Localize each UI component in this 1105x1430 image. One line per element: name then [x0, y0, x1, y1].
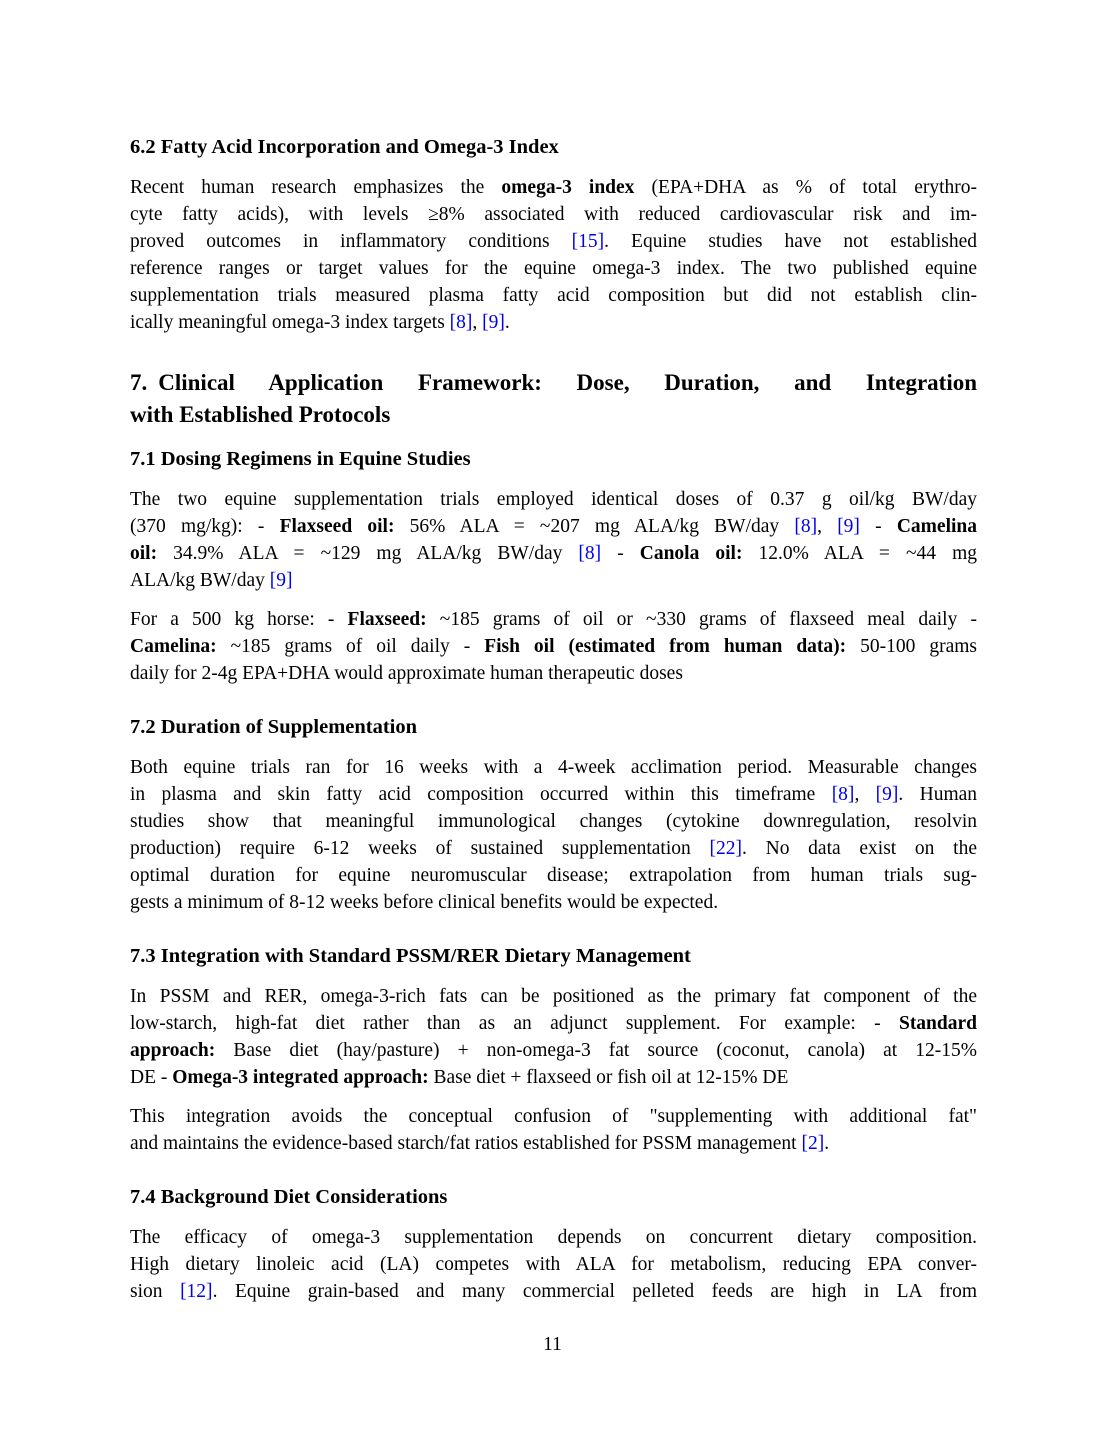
citation-link[interactable]: [8] — [831, 784, 855, 805]
text-line — [130, 1103, 977, 1130]
bold-text: Camelina — [896, 516, 978, 537]
bold-text: 7.2 Duration of Supplementation — [130, 716, 418, 738]
bold-text: 6.2 Fatty Acid Incorporation and Omega-3 Index — [130, 136, 559, 158]
text-line — [130, 633, 977, 660]
text-line — [130, 889, 977, 916]
text-line — [130, 367, 977, 399]
text-run: Recent human research emphasizes the — [130, 177, 502, 198]
text-run: . No data exist on the — [742, 838, 977, 859]
text-line — [130, 228, 977, 255]
bold-text: omega-3 index — [501, 177, 635, 198]
bold-text: Fish oil (estimated from human data): — [484, 636, 847, 657]
text-line — [130, 983, 977, 1010]
text-line — [130, 835, 977, 862]
text-line — [130, 486, 977, 513]
text-run: , — [854, 784, 876, 805]
bold-text: approach: — [130, 1040, 216, 1061]
citation-link[interactable]: [9] — [269, 570, 293, 591]
page-number: 11 — [543, 1334, 562, 1355]
bold-text: Clinical Application Framework: Dose, Duration, and Integration — [158, 370, 977, 395]
text-line — [130, 660, 977, 687]
text-line — [130, 808, 977, 835]
text-line — [130, 781, 977, 808]
text-line — [130, 1278, 977, 1305]
text-run: studies show that meaningful immunological changes (cytokine downregulation, resolvin — [130, 811, 977, 832]
text-line — [130, 714, 977, 741]
text-run: The two equine supplementation trials employed identical doses of 0.37 g oil/kg BW/day — [130, 489, 977, 510]
text-run: Base diet + flaxseed or fish oil at 12-15% DE — [428, 1067, 789, 1088]
page-content — [130, 134, 977, 1305]
bold-text: Flaxseed oil: — [279, 516, 395, 537]
text-run: 50-100 grams — [846, 636, 977, 657]
citation-link[interactable]: [9] — [837, 516, 860, 537]
text-run: gests a minimum of 8-12 weeks before clinical benefits would be expected. — [130, 892, 719, 913]
text-run: ically meaningful omega-3 index targets — [130, 312, 450, 333]
text-run: This integration avoids the conceptual confusion of "supplementing with additional fat" — [130, 1106, 977, 1127]
text-run: daily for 2-4g EPA+DHA would approximate human therapeutic doses — [130, 663, 683, 684]
text-run: ~185 grams of oil or ~330 grams of flaxseed meal daily - — [426, 609, 977, 630]
text-run: and maintains the evidence-based starch/fat ratios established for PSSM management — [130, 1133, 802, 1154]
text-line — [130, 1037, 977, 1064]
text-run: . Human — [898, 784, 978, 805]
text-run: 34.9% ALA = ~129 mg ALA/kg BW/day — [157, 543, 579, 564]
bold-text: 7.4 Background Diet Considerations — [130, 1186, 448, 1208]
text-line — [130, 1224, 977, 1251]
text-run: . Equine grain-based and many commercial pelleted feeds are high in LA from — [212, 1281, 977, 1302]
bold-text: Camelina: — [130, 636, 217, 657]
subsection-heading — [130, 446, 977, 473]
text-run: cyte fatty acids), with levels ≥8% associated with reduced cardiovascular risk and im- — [130, 204, 977, 225]
text-line — [130, 1130, 977, 1157]
citation-link[interactable]: [9] — [482, 312, 505, 333]
text-run: - — [859, 516, 897, 537]
text-run: production) require 6-12 weeks of sustained supplementation — [130, 838, 710, 859]
text-run: in plasma and skin fatty acid composition occurred within this timeframe — [130, 784, 832, 805]
bold-text: Flaxseed: — [347, 609, 427, 630]
text-run: 12.0% ALA = ~44 mg — [742, 543, 977, 564]
citation-link[interactable]: [22] — [709, 838, 742, 859]
bold-text: 7. — [130, 370, 148, 395]
paragraph — [130, 754, 977, 916]
paragraph — [130, 1103, 977, 1157]
text-run: reference ranges or target values for the equine omega-3 index. The two published equine — [130, 258, 977, 279]
citation-link[interactable]: [9] — [875, 784, 899, 805]
text-run: High dietary linoleic acid (LA) competes with ALA for metabolism, reducing EPA conver- — [130, 1254, 977, 1275]
text-run: (EPA+DHA as % of total erythro- — [634, 177, 977, 198]
text-line — [130, 567, 977, 594]
text-run: . — [504, 312, 510, 333]
bold-text: Canola oil: — [639, 543, 743, 564]
text-run: The efficacy of omega-3 supplementation depends on concurrent dietary composition. — [130, 1227, 977, 1248]
text-line — [130, 540, 977, 567]
subsection-heading — [130, 714, 977, 741]
text-line — [130, 1184, 977, 1211]
text-line — [130, 309, 977, 336]
text-run: , — [472, 312, 483, 333]
text-line — [130, 1251, 977, 1278]
text-line — [130, 1064, 977, 1091]
text-line — [130, 201, 977, 228]
text-line — [130, 399, 977, 431]
text-run: proved outcomes in inflammatory conditions — [130, 231, 572, 252]
text-line — [130, 282, 977, 309]
paragraph — [130, 983, 977, 1091]
bold-text: with Established Protocols — [130, 401, 391, 427]
text-run: ALA/kg BW/day — [130, 570, 270, 591]
text-run: (370 mg/kg): - — [130, 516, 280, 537]
text-line — [130, 446, 977, 473]
text-run: low-starch, high-fat diet rather than as an adjunct supplement. For example: - — [130, 1013, 899, 1034]
text-line — [130, 513, 977, 540]
bold-text: 7.3 Integration with Standard PSSM/RER Dietary Management — [130, 945, 691, 967]
text-line — [130, 1010, 977, 1037]
text-run: For a 500 kg horse: - — [130, 609, 348, 630]
paragraph — [130, 486, 977, 594]
subsection-heading — [130, 134, 977, 161]
text-run: , — [817, 516, 838, 537]
citation-link[interactable]: [8] — [794, 516, 818, 537]
text-run: Base diet (hay/pasture) + non-omega-3 fat source (coconut, canola) at 12-15% — [215, 1040, 977, 1061]
text-line — [130, 255, 977, 282]
text-line — [130, 754, 977, 781]
text-run: supplementation trials measured plasma fatty acid composition but did not establish clin- — [130, 285, 977, 306]
section-heading — [130, 367, 977, 430]
citation-link[interactable]: [8] — [449, 312, 473, 333]
bold-text: 7.1 Dosing Regimens in Equine Studies — [130, 448, 471, 470]
bold-text: Standard — [898, 1013, 977, 1034]
text-run: ~185 grams of oil daily - — [216, 636, 485, 657]
citation-link[interactable]: [2] — [801, 1133, 825, 1154]
citation-link[interactable]: [15] — [571, 231, 605, 252]
paragraph — [130, 1224, 977, 1305]
text-line — [130, 174, 977, 201]
subsection-heading — [130, 943, 977, 970]
text-line — [130, 606, 977, 633]
citation-link[interactable]: [12] — [180, 1281, 213, 1302]
text-run: optimal duration for equine neuromuscular disease; extrapolation from human trials sug- — [130, 865, 977, 886]
bold-text: Omega-3 integrated approach: — [172, 1067, 429, 1088]
text-line — [130, 134, 977, 161]
text-run: 56% ALA = ~207 mg ALA/kg BW/day — [394, 516, 795, 537]
text-run: . Equine studies have not established — [604, 231, 977, 252]
text-line — [130, 862, 977, 889]
text-run: sion — [130, 1281, 181, 1302]
text-line — [130, 943, 977, 970]
citation-link[interactable]: [8] — [578, 543, 602, 564]
text-run: Both equine trials ran for 16 weeks with a 4-week acclimation period. Measurable changes — [130, 757, 977, 778]
paragraph — [130, 174, 977, 336]
paragraph — [130, 606, 977, 687]
text-run: - — [601, 543, 640, 564]
subsection-heading — [130, 1184, 977, 1211]
text-run: In PSSM and RER, omega-3-rich fats can be positioned as the primary fat component of the — [130, 986, 977, 1007]
bold-text: oil: — [130, 543, 158, 564]
text-run: . — [824, 1133, 830, 1154]
text-run: DE - — [130, 1067, 173, 1088]
